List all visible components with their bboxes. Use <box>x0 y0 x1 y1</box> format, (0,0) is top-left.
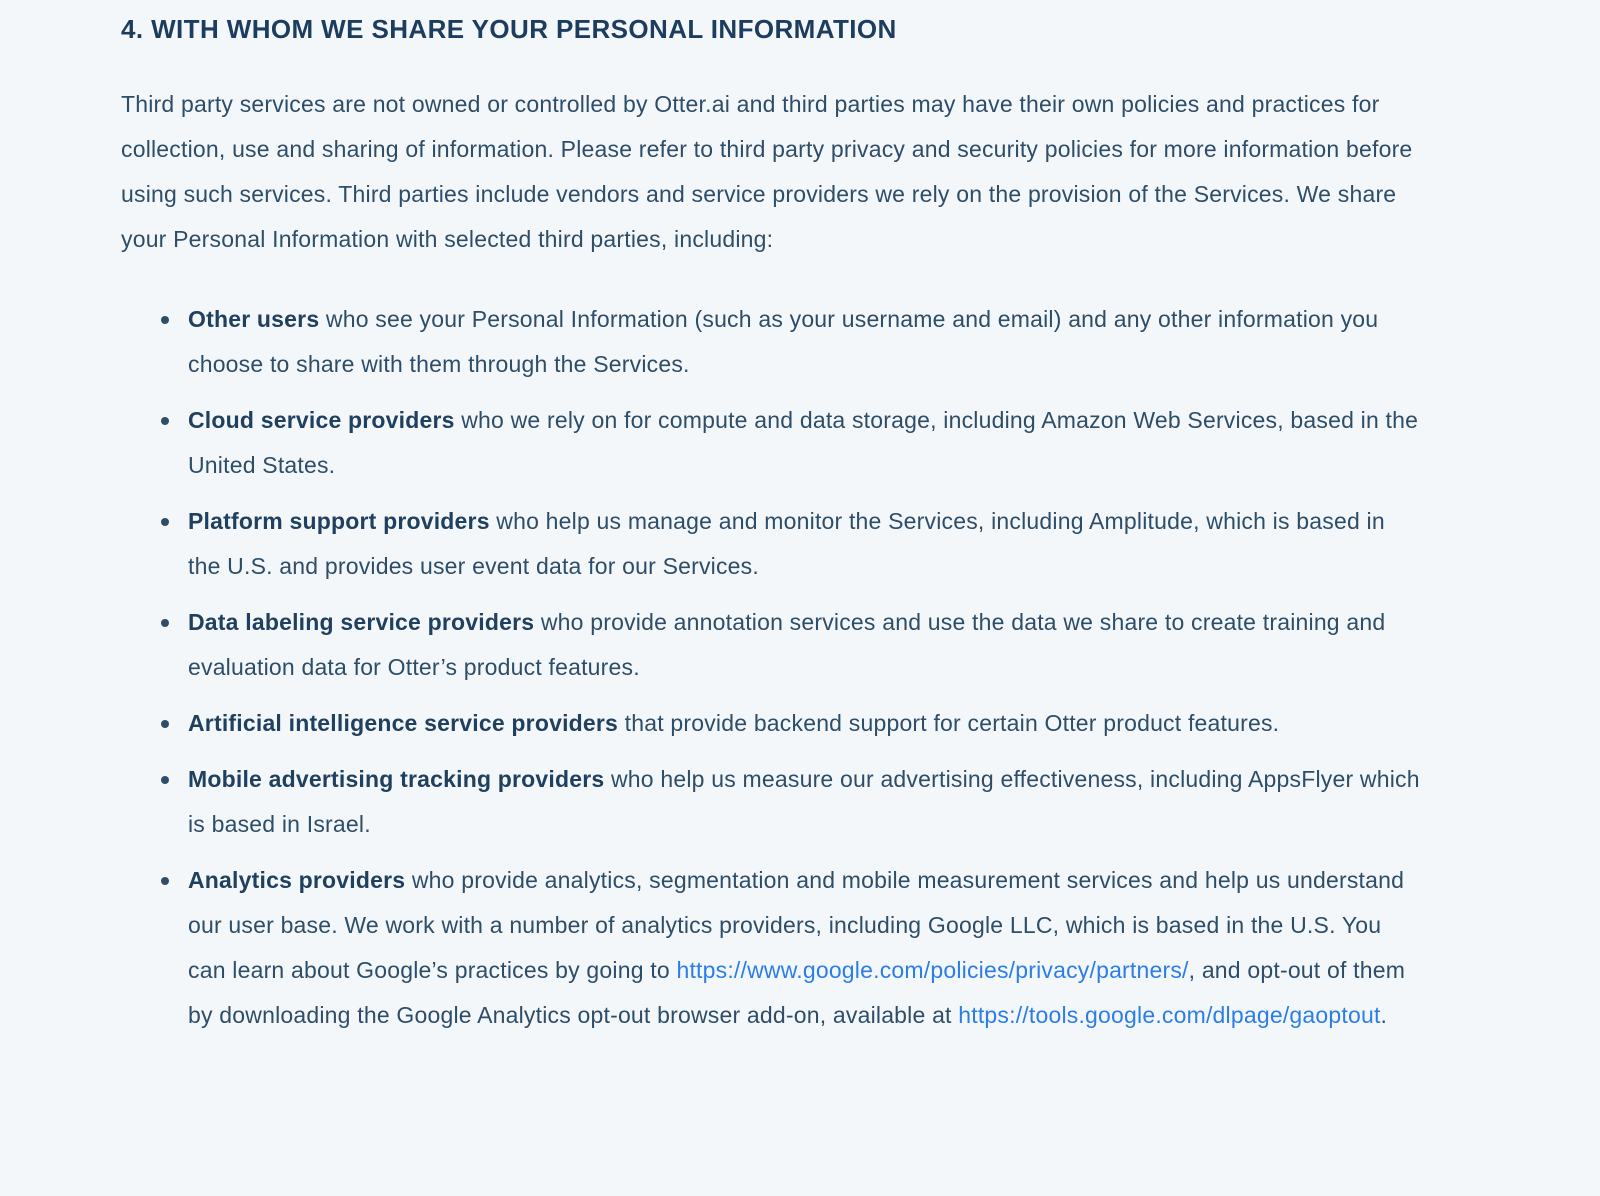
list-item-lead: Data labeling service providers <box>188 609 535 635</box>
list-item <box>188 858 1420 1038</box>
list-item-lead: Other users <box>188 306 320 332</box>
third-party-list <box>121 297 1420 1038</box>
intro-paragraph: Third party services are not owned or controlled by Otter.ai and third parties may have their own policies and practices for collection, use and sharing of information. Please refer to third party privacy and security policies for more information before using such services. Third parties include vendors and service providers we rely on the provision of the Services. We share your Personal Information with selected third parties, including: <box>121 91 1413 252</box>
list-item-text: that provide backend support for certain Otter product features. <box>618 710 1280 736</box>
list-item-text: who provide analytics, segmentation and mobile measurement services and help us understand our user base. We work with a number of analytics providers, including Google LLC, which is based in the U.S. You can learn about Google’s practices by going to <box>188 867 1405 983</box>
list-item-lead: Platform support providers <box>188 508 490 534</box>
list-item-lead: Cloud service providers <box>188 407 455 433</box>
external-link[interactable]: https://tools.google.com/dlpage/gaoptout <box>958 1002 1381 1028</box>
list-item-text: who help us manage and monitor the Services, including Amplitude, which is based in the U.S. and provides user event data for our Services. <box>188 508 1385 579</box>
section-heading: 4. WITH WHOM WE SHARE YOUR PERSONAL INFORMATION <box>121 14 897 44</box>
list-item-text: who see your Personal Information (such as your username and email) and any other information you choose to share with them through the Services. <box>188 306 1379 377</box>
list-item <box>188 297 1420 387</box>
list-item <box>188 701 1420 746</box>
list-item <box>188 398 1420 488</box>
list-item <box>188 499 1420 589</box>
list-item-lead: Analytics providers <box>188 867 406 893</box>
list-item-text: who we rely on for compute and data storage, including Amazon Web Services, based in the United States. <box>188 407 1419 478</box>
list-item-text: , and opt-out of them by downloading the Google Analytics opt-out browser add-on, available at <box>188 957 1406 1028</box>
list-item <box>188 600 1420 690</box>
list-item-text: . <box>1380 1002 1388 1028</box>
list-item-text: who help us measure our advertising effectiveness, including AppsFlyer which is based in Israel. <box>188 766 1420 837</box>
list-item-text: who provide annotation services and use the data we share to create training and evaluation data for Otter’s product features. <box>188 609 1386 680</box>
list-item <box>188 757 1420 847</box>
list-item-lead: Artificial intelligence service providers <box>188 710 619 736</box>
list-item-lead: Mobile advertising tracking providers <box>188 766 605 792</box>
external-link[interactable]: https://www.google.com/policies/privacy/partners/ <box>676 957 1189 983</box>
